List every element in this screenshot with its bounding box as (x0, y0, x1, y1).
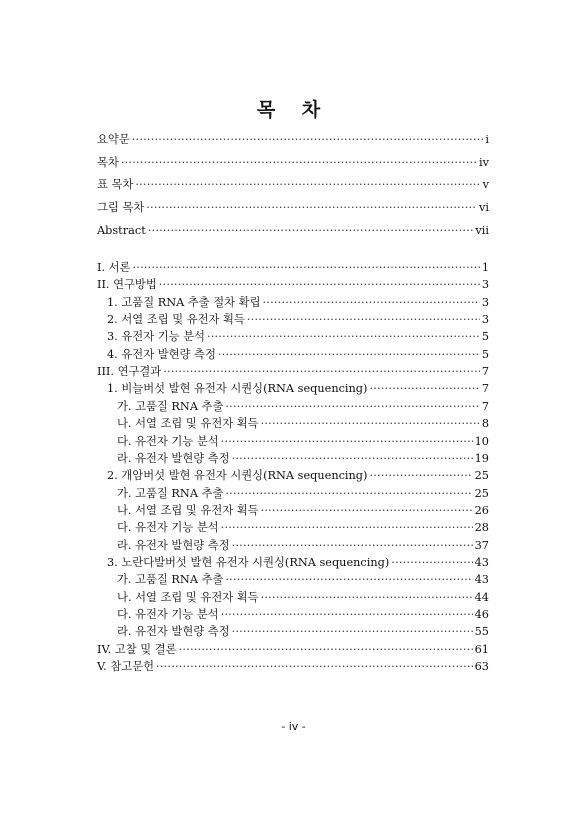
toc-dot-leader (132, 132, 484, 148)
toc-dot-leader (232, 451, 473, 467)
toc-dot-leader (261, 503, 473, 519)
toc-entry[interactable] (97, 277, 489, 293)
toc-entry-page: 3 (481, 313, 489, 327)
toc-entry[interactable] (97, 434, 489, 450)
toc-entry[interactable] (97, 572, 489, 588)
toc-entry-page: 28 (474, 521, 489, 535)
toc-entry-page: iv (479, 155, 489, 169)
toc-dot-leader (159, 277, 480, 293)
toc-entry-label: 나. 서열 조립 및 유전자 획득 (117, 417, 259, 431)
toc-entry-label: IV. 고찰 및 결론 (97, 642, 177, 656)
toc-entry-page: 7 (481, 382, 489, 396)
toc-entry-page: 25 (474, 469, 489, 483)
toc-entry-page: 43 (474, 573, 489, 587)
toc-dot-leader (225, 486, 472, 502)
toc-entry[interactable] (97, 642, 489, 658)
toc-dot-leader (263, 295, 480, 311)
toc-entry-page: 55 (474, 625, 489, 639)
toc-dot-leader (369, 468, 472, 484)
toc-entry[interactable] (97, 223, 489, 239)
toc-entry-page: 7 (481, 399, 489, 413)
toc-entry[interactable] (97, 659, 489, 675)
toc-entry-page: 46 (474, 608, 489, 621)
toc-entry-page: 63 (474, 660, 489, 674)
toc-dot-leader (135, 177, 480, 193)
toc-entry[interactable] (97, 590, 489, 606)
toc-entry-page: 7 (481, 365, 489, 379)
toc-dot-leader (179, 642, 473, 658)
toc-entry-label: 그림 목차 (97, 201, 145, 215)
toc-dot-leader (148, 223, 474, 239)
toc-entry[interactable] (97, 607, 489, 623)
toc-entry-label: 목차 (97, 155, 119, 169)
toc-entry[interactable] (97, 555, 489, 571)
toc-entry[interactable] (97, 329, 489, 345)
toc-entry-page: 26 (474, 503, 489, 517)
toc-dot-leader (261, 416, 480, 432)
toc-dot-leader (156, 659, 473, 675)
toc-entry-page: 1 (481, 261, 489, 274)
toc-entry-page: vii (475, 223, 489, 237)
toc-entry[interactable] (97, 399, 489, 415)
toc-entry-page: 37 (474, 538, 489, 552)
toc-entry[interactable] (97, 347, 489, 363)
toc-dot-leader (221, 434, 473, 450)
toc-entry-label: I. 서론 (97, 261, 131, 274)
toc-entry-page: i (485, 133, 489, 146)
toc-entry-label: 다. 유전자 기능 분석 (117, 434, 219, 448)
toc-entry-page: 10 (474, 434, 489, 448)
toc-entry-label: 4. 유전자 발현량 측정 (107, 347, 216, 361)
toc-entry-page: 5 (481, 330, 489, 344)
toc-entry-page: 5 (481, 347, 489, 361)
toc-dot-leader (232, 624, 473, 640)
toc-entry[interactable] (97, 468, 489, 484)
toc-entry-label: 다. 유전자 기능 분석 (117, 608, 219, 621)
toc-dot-leader (207, 329, 480, 345)
toc-entry-label: 1. 고품질 RNA 추출 절차 확립 (107, 295, 261, 309)
toc-dot-leader (146, 200, 477, 216)
toc-dot-leader (121, 155, 477, 171)
toc-dot-leader (247, 312, 480, 328)
toc-entry-label: 2. 서열 조립 및 유전자 획득 (107, 313, 245, 327)
toc-entry-label: 라. 유전자 발현량 측정 (117, 625, 230, 639)
toc-entry[interactable] (97, 503, 489, 519)
toc-entry[interactable] (97, 132, 489, 148)
toc-entry-label: 가. 고품질 RNA 추출 (117, 573, 224, 587)
toc-entry[interactable] (97, 416, 489, 432)
toc-dot-leader (132, 260, 479, 276)
toc-dot-leader (391, 555, 472, 571)
toc-entry-page: v (482, 178, 489, 192)
toc-entry-label: 표 목차 (97, 178, 134, 192)
toc-dot-leader (221, 520, 473, 536)
toc-dot-leader (261, 590, 473, 606)
toc-entry-page: 3 (481, 295, 489, 309)
page-number: - iv - (281, 720, 306, 733)
toc-entry[interactable] (97, 200, 489, 216)
toc-entry-page: 61 (474, 642, 489, 656)
toc-entry-label: Abstract (97, 223, 146, 237)
toc-entry[interactable] (97, 364, 489, 380)
toc-entry[interactable] (97, 312, 489, 328)
toc-entry-page: 44 (474, 590, 489, 604)
toc-entry-label: 3. 노란다발버섯 발현 유전자 시퀀싱(RNA sequencing) (107, 555, 390, 569)
toc-dot-leader (221, 607, 473, 623)
toc-entry[interactable] (97, 451, 489, 467)
toc-entry[interactable] (97, 538, 489, 554)
toc-entry-label: 가. 고품질 RNA 추출 (117, 486, 224, 500)
toc-entry-label: 3. 유전자 기능 분석 (107, 330, 205, 344)
toc-entry-page: 3 (481, 278, 489, 292)
toc-dot-leader (225, 572, 472, 588)
toc-dot-leader (225, 399, 479, 415)
toc-entry-label: 다. 유전자 기능 분석 (117, 521, 219, 535)
toc-entry-label: 나. 서열 조립 및 유전자 획득 (117, 590, 259, 604)
toc-entry-label: 라. 유전자 발현량 측정 (117, 538, 230, 552)
toc-entry-label: 라. 유전자 발현량 측정 (117, 451, 230, 465)
toc-entry-label: 가. 고품질 RNA 추출 (117, 399, 224, 413)
toc-entry-label: 2. 개암버섯 발현 유전자 시퀀싱(RNA sequencing) (107, 469, 368, 483)
toc-entry-page: vi (479, 201, 489, 215)
toc-entry[interactable] (97, 381, 489, 397)
toc-entry[interactable] (97, 155, 489, 171)
toc-dot-leader (369, 381, 479, 397)
toc-entry[interactable] (97, 624, 489, 640)
toc-entry[interactable] (97, 486, 489, 502)
toc-entry-page: 8 (481, 417, 489, 431)
toc-entry-page: 25 (474, 486, 489, 500)
toc-entry-label: V. 참고문헌 (97, 660, 155, 674)
page-title: 목 차 (256, 99, 331, 121)
toc-dot-leader (163, 364, 480, 380)
toc-entry[interactable] (97, 520, 489, 536)
toc-entry-page: 43 (474, 555, 489, 569)
toc-entry-label: III. 연구결과 (97, 365, 162, 379)
toc-dot-leader (232, 538, 473, 554)
toc-entry[interactable] (97, 260, 489, 276)
toc-entry-label: 요약문 (97, 133, 130, 146)
toc-entry[interactable] (97, 177, 489, 193)
toc-entry[interactable] (97, 295, 489, 311)
toc-dot-leader (218, 347, 480, 363)
toc-entry-label: 1. 비늘버섯 발현 유전자 시퀀싱(RNA sequencing) (107, 382, 368, 396)
toc-entry-page: 19 (474, 451, 489, 465)
toc-entry-label: II. 연구방법 (97, 278, 157, 292)
toc-entry-label: 나. 서열 조립 및 유전자 획득 (117, 503, 259, 517)
